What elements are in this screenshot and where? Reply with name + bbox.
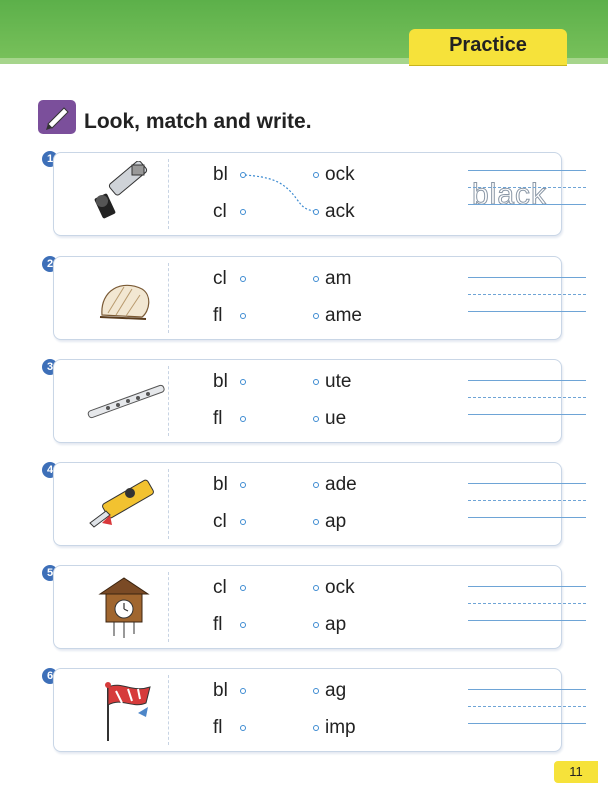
- match-dot[interactable]: [240, 725, 246, 731]
- left-syllable: cl: [213, 268, 227, 289]
- match-dot[interactable]: [240, 416, 246, 422]
- match-dot[interactable]: [313, 622, 319, 628]
- match-dot[interactable]: [240, 482, 246, 488]
- exercise-row-5: [53, 565, 562, 649]
- left-syllable: bl: [213, 371, 228, 392]
- match-dot[interactable]: [240, 379, 246, 385]
- write-line-base[interactable]: [468, 517, 586, 518]
- write-line-base[interactable]: [468, 414, 586, 415]
- instruction-title: Look, match and write.: [84, 110, 312, 133]
- row-divider: [168, 675, 169, 745]
- match-dot[interactable]: [313, 313, 319, 319]
- write-line-middle: [468, 397, 586, 398]
- row-number-2: 2: [42, 256, 58, 272]
- write-line-middle: [468, 187, 586, 188]
- left-syllable: fl: [213, 408, 223, 429]
- write-line-top: [468, 586, 586, 587]
- match-dot[interactable]: [313, 519, 319, 525]
- exercise-row-6: [53, 668, 562, 752]
- write-line-top: [468, 170, 586, 171]
- cuckoo-clock-icon: [72, 574, 172, 640]
- row-number-5: 5: [42, 565, 58, 581]
- row-divider: [168, 469, 169, 539]
- clam-icon: [72, 265, 172, 331]
- write-line-top: [468, 277, 586, 278]
- match-dot[interactable]: [240, 688, 246, 694]
- write-line-middle: [468, 294, 586, 295]
- left-syllable: bl: [213, 474, 228, 495]
- match-dot[interactable]: [313, 725, 319, 731]
- flag-icon: [72, 677, 172, 743]
- write-line-base[interactable]: [468, 620, 586, 621]
- practice-label: Practice: [449, 34, 527, 56]
- write-line-middle: [468, 603, 586, 604]
- row-number-3: 3: [42, 359, 58, 375]
- exercise-row-3: [53, 359, 562, 443]
- write-line-middle: [468, 500, 586, 501]
- left-syllable: cl: [213, 577, 227, 598]
- match-dot[interactable]: [240, 519, 246, 525]
- left-syllable: bl: [213, 680, 228, 701]
- write-line-base[interactable]: [468, 311, 586, 312]
- right-syllable: ock: [325, 164, 355, 185]
- match-dot[interactable]: [313, 585, 319, 591]
- match-dot[interactable]: [240, 313, 246, 319]
- right-syllable: ade: [325, 474, 357, 495]
- row-divider: [168, 159, 169, 229]
- right-syllable: ock: [325, 577, 355, 598]
- right-syllable: ack: [325, 201, 355, 222]
- page-number: 11: [554, 761, 598, 783]
- write-line-top: [468, 689, 586, 690]
- traced-answer: black: [472, 178, 548, 211]
- match-dot[interactable]: [313, 276, 319, 282]
- match-dot[interactable]: [313, 482, 319, 488]
- right-syllable: ap: [325, 614, 347, 635]
- write-line-top: [468, 380, 586, 381]
- row-divider: [168, 263, 169, 333]
- row-divider: [168, 572, 169, 642]
- match-dot[interactable]: [313, 379, 319, 385]
- write-line-base[interactable]: [468, 204, 586, 205]
- exercise-row-2: [53, 256, 562, 340]
- exercise-row-4: [53, 462, 562, 546]
- left-syllable: cl: [213, 511, 227, 532]
- left-syllable: fl: [213, 717, 223, 738]
- row-number-6: 6: [42, 668, 58, 684]
- write-line-base[interactable]: [468, 723, 586, 724]
- row-divider: [168, 366, 169, 436]
- right-syllable: ap: [325, 511, 347, 532]
- write-line-middle: [468, 706, 586, 707]
- clamp-icon: [72, 161, 172, 227]
- exercise-row-1: [53, 152, 562, 236]
- right-syllable: am: [325, 268, 352, 289]
- match-dot[interactable]: [240, 622, 246, 628]
- utility-knife-icon: [72, 471, 172, 537]
- right-syllable: imp: [325, 717, 356, 738]
- match-dot[interactable]: [240, 585, 246, 591]
- left-syllable: bl: [213, 164, 228, 185]
- right-syllable: ag: [325, 680, 347, 701]
- match-dot[interactable]: [313, 416, 319, 422]
- right-syllable: ue: [325, 408, 347, 429]
- left-syllable: fl: [213, 305, 223, 326]
- match-line: [240, 171, 320, 215]
- write-line-top: [468, 483, 586, 484]
- right-syllable: ame: [325, 305, 362, 326]
- flute-icon: [72, 368, 172, 434]
- match-dot[interactable]: [313, 688, 319, 694]
- row-number-4: 4: [42, 462, 58, 478]
- row-number-1: 1: [42, 151, 58, 167]
- pencil-icon: [38, 100, 76, 134]
- right-syllable: ute: [325, 371, 352, 392]
- left-syllable: fl: [213, 614, 223, 635]
- match-dot[interactable]: [240, 276, 246, 282]
- left-syllable: cl: [213, 201, 227, 222]
